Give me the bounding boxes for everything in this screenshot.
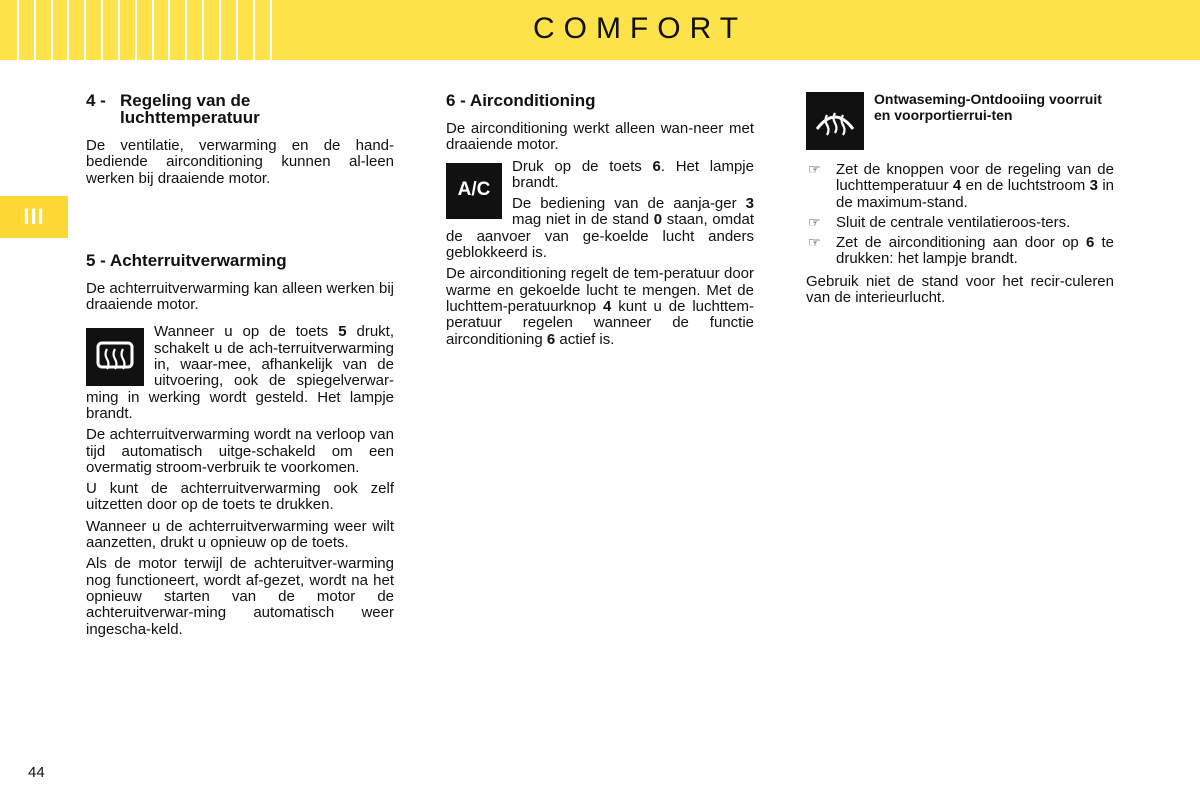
column-1	[86, 92, 394, 643]
chapter-tab: III	[0, 196, 68, 238]
header-stripes	[0, 0, 290, 60]
list-item: ☞ Zet de airconditioning aan door op 6 te drukken: het lampje brandt.	[808, 234, 1114, 268]
section-5-text-2: Wanneer u op de toets 5 drukt, schakelt u de ach-terruitverwarming in, waar-mee, afhankelijk van de uitvoering, ook de spiegelverwar-ming in werking wordt gesteld. Het lampje brandt.	[86, 323, 394, 422]
list-item: ☞ Sluit de centrale ventilatieroos-ters.	[808, 213, 1071, 231]
pointing-hand-icon: ☞	[808, 234, 821, 251]
windscreen-defrost-icon	[806, 92, 864, 150]
section-4-title: Regeling van de luchttemperatuur	[120, 91, 260, 127]
section-6-heading: 6 - Airconditioning	[446, 91, 596, 110]
ac-icon: A/C	[446, 163, 502, 219]
section-5-text-5: Wanneer u de achterruitverwarming weer wilt aanzetten, drukt u opnieuw op de toets.	[86, 517, 394, 552]
list-item: ☞ Zet de knoppen voor de regeling van de luchttemperatuur 4 en de luchtstroom 3 in de maximum-stand.	[808, 161, 1114, 211]
defrost-steps	[806, 162, 1114, 268]
pointing-hand-icon: ☞	[808, 161, 821, 177]
column-3	[806, 92, 1114, 311]
section-4-number: 4 -	[86, 91, 106, 110]
section-4-heading	[86, 92, 394, 126]
section-5-text-4: U kunt de achterruitverwarming ook zelf uitzetten door op de toets te drukken.	[86, 480, 394, 514]
rear-window-heating-icon	[86, 328, 144, 386]
section-5-heading: 5 - Achterruitverwarming	[86, 250, 287, 270]
section-6-text-3: De bediening van de aanja-ger 3 mag niet in de stand 0 staan, omdat de aanvoer van ge-koelde lucht anders geblokkeerd is.	[446, 195, 754, 262]
pointing-hand-icon: ☞	[808, 213, 821, 230]
column-2	[446, 92, 754, 353]
section-4-text: De ventilatie, verwarming en de hand-bediende airconditioning kunnen al-leen werken bij draaiende motor.	[86, 137, 394, 187]
defrost-title: Ontwaseming-Ontdooiing voorruit en voorportierrui-ten	[874, 91, 1102, 123]
section-6-text-4: De airconditioning regelt de tem-peratuur door warme en gekoelde lucht te mengen. Met de luchttem-peratuurknop 4 kunt u de luchttem-peratuur regelen wanneer de functie airconditioning 6 actief is.	[446, 265, 754, 348]
page-number: 44	[28, 764, 45, 781]
section-6-text-1: De airconditioning werkt alleen wan-neer met draaiende motor.	[446, 120, 754, 154]
section-5-text-6: Als de motor terwijl de achteruitver-warming nog functioneert, wordt af-gezet, wordt na het opnieuw starten van de motor de achteruitverwar-ming automatisch weer ingescha-keld.	[86, 555, 394, 638]
defrost-note: Gebruik niet de stand voor het recir-culeren van de interieurlucht.	[806, 272, 1114, 307]
section-5-text-1: De achterruitverwarming kan alleen werken bij draaiende motor.	[86, 279, 394, 314]
page-title: COMFORT	[532, 12, 748, 45]
section-6-text-2: Druk op de toets 6. Het lampje brandt.	[512, 157, 754, 191]
section-5-text-3: De achterruitverwarming wordt na verloop van tijd automatisch uitge-schakeld om een overmatig stroom-verbruik te voorkomen.	[86, 426, 394, 476]
